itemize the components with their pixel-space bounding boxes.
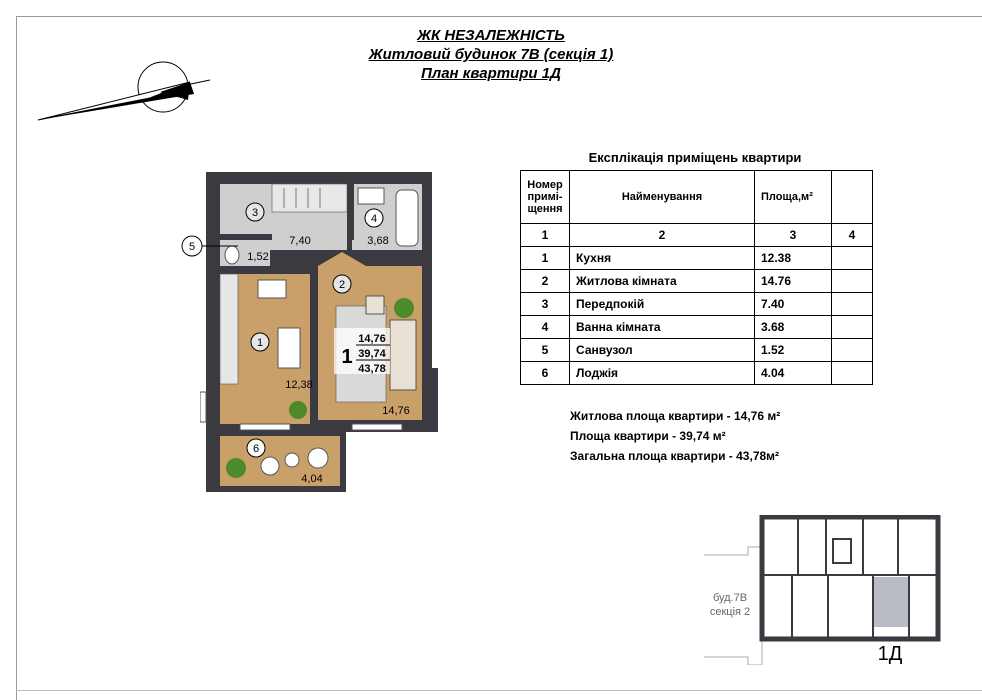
row-area: 1.52: [755, 339, 832, 362]
summary-total: Загальна площа квартири - 43,78м²: [570, 449, 780, 463]
fridge: [258, 280, 286, 298]
frame-top-line: [16, 16, 982, 17]
row-extra: [832, 247, 873, 270]
key-apartment-label: 1Д: [877, 643, 903, 665]
room-marker-2: [333, 275, 351, 293]
col-number-cell: 2: [570, 224, 755, 247]
table-row: [521, 270, 873, 293]
title-plan: План квартири 1Д: [421, 65, 561, 82]
header-name: Найменування: [570, 171, 755, 224]
explication-caption: Експлікація приміщень квартири: [588, 150, 802, 165]
room-marker-5: [180, 234, 240, 258]
room-marker-4: [365, 209, 383, 227]
plant-icon: [226, 458, 246, 478]
plant-icon: [394, 298, 414, 318]
row-area: 3.68: [755, 316, 832, 339]
header-number: Номер примі-щення: [521, 171, 570, 224]
title-building: Житловий будинок 7В (секція 1): [368, 46, 614, 63]
row-name: Житлова кімната: [570, 270, 755, 293]
svg-text:5: 5: [188, 241, 196, 253]
dining-table: [278, 328, 300, 368]
col-number-cell: 1: [521, 224, 570, 247]
summary-apartment: Площа квартири - 39,74 м²: [570, 429, 726, 443]
table-row: [521, 362, 873, 385]
row-extra: [832, 270, 873, 293]
table-row: [521, 247, 873, 270]
header-area: Площа,м²: [755, 171, 832, 224]
apartment-number: 1: [341, 346, 353, 368]
row-extra: [832, 362, 873, 385]
stack-living: 14,76: [358, 333, 386, 345]
area-loggia: 4,04: [301, 473, 323, 485]
row-area: 7.40: [755, 293, 832, 316]
row-name: Санвузол: [570, 339, 755, 362]
table-column-numbers: [521, 224, 873, 247]
row-name: Передпокій: [570, 293, 755, 316]
neighbor-label-section: секція 2: [709, 606, 751, 618]
room-marker-3: [246, 203, 264, 221]
row-number: 6: [521, 362, 570, 385]
area-kitchen: 12,38: [285, 379, 313, 391]
summary-living: Житлова площа квартири - 14,76 м²: [570, 409, 781, 423]
area-bathroom: 3,68: [367, 235, 389, 247]
chair: [261, 457, 279, 475]
row-number: 4: [521, 316, 570, 339]
chair: [308, 448, 328, 468]
section-outline: [762, 517, 938, 639]
stack-apartment: 39,74: [358, 348, 386, 360]
washbasin: [358, 188, 384, 204]
bathtub: [396, 190, 418, 246]
header-extra: [832, 171, 873, 224]
frame-bottom-line: [16, 690, 982, 691]
room-marker-1: [251, 333, 269, 351]
explication-table: [520, 170, 873, 385]
row-name: Кухня: [570, 247, 755, 270]
table-row: [521, 293, 873, 316]
highlighted-apartment: [873, 577, 909, 627]
stack-total: 43,78: [358, 363, 386, 375]
table-row: [521, 339, 873, 362]
svg-text:3: 3: [251, 207, 259, 219]
kitchen-counter: [220, 274, 238, 384]
svg-text:4: 4: [370, 213, 378, 225]
room-marker-6: [247, 439, 265, 457]
svg-text:1: 1: [256, 337, 264, 349]
row-name: Ванна кімната: [570, 316, 755, 339]
table-header-row: [521, 171, 873, 224]
floor-plan: [200, 170, 440, 495]
row-area: 12.38: [755, 247, 832, 270]
svg-text:6: 6: [252, 443, 260, 455]
neighbor-label-building: буд.7В: [712, 592, 748, 604]
area-living: 14,76: [382, 405, 410, 417]
row-number: 1: [521, 247, 570, 270]
row-extra: [832, 316, 873, 339]
key-plan: [698, 515, 948, 665]
col-number-cell: 4: [832, 224, 873, 247]
area-summary: [570, 406, 780, 466]
row-number: 5: [521, 339, 570, 362]
armchair: [366, 296, 384, 314]
row-area: 14.76: [755, 270, 832, 293]
title-complex: ЖК НЕЗАЛЕЖНІСТЬ: [417, 27, 565, 44]
row-name: Лоджія: [570, 362, 755, 385]
sofa: [390, 320, 416, 390]
svg-text:2: 2: [338, 279, 346, 291]
compass-icon: [30, 60, 220, 130]
row-area: 4.04: [755, 362, 832, 385]
plant-icon: [289, 401, 307, 419]
row-number: 2: [521, 270, 570, 293]
col-number-cell: 3: [755, 224, 832, 247]
area-wc: 1,52: [247, 251, 269, 263]
wardrobe: [272, 184, 347, 212]
row-number: 3: [521, 293, 570, 316]
area-hallway: 7,40: [289, 235, 311, 247]
frame-left-line: [16, 16, 17, 700]
table-row: [521, 316, 873, 339]
table: [285, 453, 299, 467]
row-extra: [832, 293, 873, 316]
row-extra: [832, 339, 873, 362]
